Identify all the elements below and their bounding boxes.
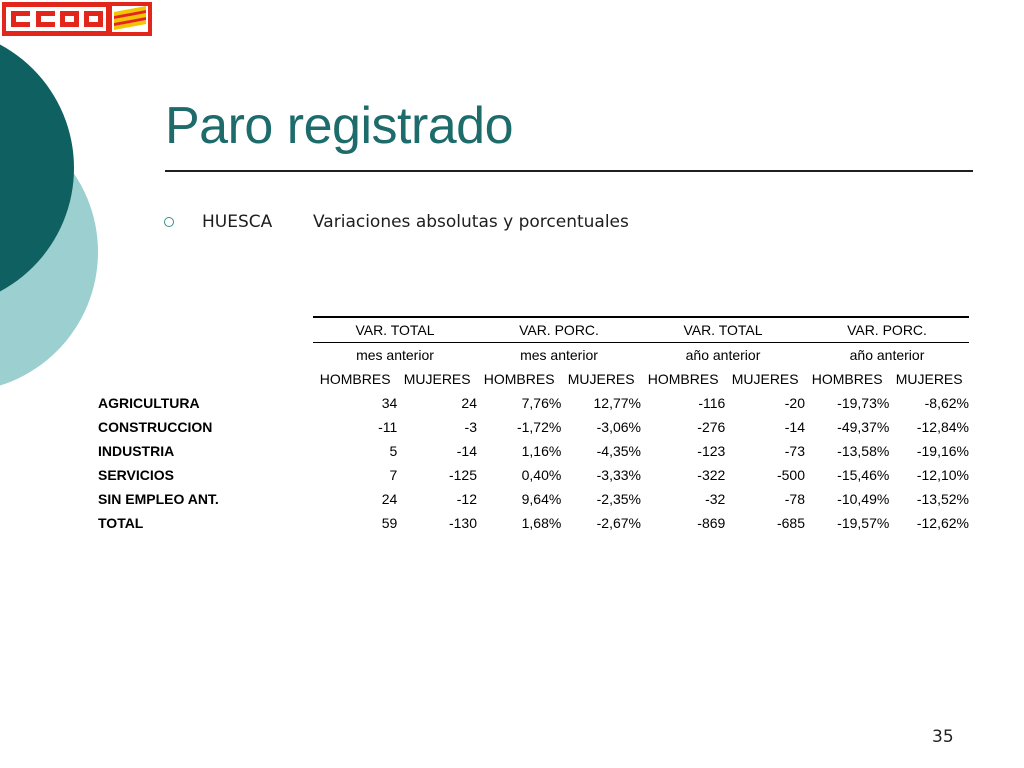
sub-header: mes anterior [356, 347, 434, 363]
table-cell: -869 [697, 515, 726, 531]
table-cell: 1,16% [521, 443, 562, 459]
row-label: SERVICIOS [98, 467, 174, 483]
group-header: VAR. PORC. [805, 317, 969, 343]
column-header-row [98, 367, 969, 391]
table-cell: -3,33% [596, 467, 641, 483]
group-header-row [98, 317, 969, 343]
table-cell: -2,35% [596, 491, 641, 507]
page-number: 35 [932, 727, 954, 747]
unemployment-table [98, 316, 969, 535]
table-cell: -14 [784, 419, 805, 435]
table-cell: -123 [697, 443, 726, 459]
table-row [98, 439, 969, 463]
table-cell: -19,16% [916, 443, 969, 459]
table-cell: 0,40% [521, 467, 562, 483]
table-cell: -2,67% [596, 515, 641, 531]
row-label: SIN EMPLEO ANT. [98, 491, 219, 507]
row-label: TOTAL [98, 515, 144, 531]
table-cell: 7,76% [521, 395, 562, 411]
table-cell: -3,06% [596, 419, 641, 435]
row-label: INDUSTRIA [98, 443, 175, 459]
table-row [98, 487, 969, 511]
table-cell: -10,49% [837, 491, 890, 507]
column-header: HOMBRES [811, 371, 883, 387]
table-cell: -3 [464, 419, 477, 435]
table-cell: 5 [389, 443, 398, 459]
table-cell: 59 [381, 515, 398, 531]
table-cell: -130 [448, 515, 477, 531]
table-cell: -49,37% [837, 419, 890, 435]
table-cell: -276 [697, 419, 726, 435]
table-row [98, 415, 969, 439]
column-header: HOMBRES [483, 371, 555, 387]
table-cell: -8,62% [924, 395, 969, 411]
group-header: VAR. TOTAL [313, 317, 477, 343]
table-row [98, 511, 969, 535]
table-cell: -116 [698, 395, 726, 411]
table-body [98, 391, 969, 535]
row-label: CONSTRUCCION [98, 419, 213, 435]
column-header: MUJERES [895, 371, 963, 387]
group-header: VAR. PORC. [477, 317, 641, 343]
sub-header: mes anterior [520, 347, 598, 363]
table-cell: -1,72% [516, 419, 562, 435]
table-cell: 24 [381, 491, 398, 507]
column-header: MUJERES [731, 371, 799, 387]
column-header: MUJERES [403, 371, 471, 387]
table-cell: -19,57% [837, 515, 890, 531]
row-label: AGRICULTURA [98, 395, 200, 411]
table-cell: -20 [784, 395, 805, 411]
table-cell: 34 [381, 395, 398, 411]
table-cell: -12 [456, 491, 477, 507]
table-cell: -125 [448, 467, 477, 483]
bullet-province: HUESCA [202, 212, 273, 232]
sub-header: año anterior [849, 347, 925, 363]
decorative-circles [0, 0, 110, 420]
table-cell: -11 [378, 419, 398, 435]
bullet-description: Variaciones absolutas y porcentuales [313, 212, 629, 232]
table-cell: -12,84% [916, 419, 969, 435]
table-cell: -12,62% [916, 515, 969, 531]
table-cell: -685 [776, 515, 805, 531]
table-cell: -15,46% [837, 467, 890, 483]
sub-header: año anterior [685, 347, 761, 363]
table-cell: -322 [697, 467, 726, 483]
table-cell: -12,10% [916, 467, 969, 483]
table-cell: -13,58% [837, 443, 890, 459]
table-cell: 24 [461, 395, 477, 411]
bullet-circle-icon [164, 217, 174, 227]
table-cell: -13,52% [916, 491, 969, 507]
table-cell: 12,77% [593, 395, 641, 411]
column-header: HOMBRES [319, 371, 391, 387]
table-cell: -4,35% [596, 443, 641, 459]
slide-title: Paro registrado [165, 97, 514, 155]
table-cell: -78 [784, 491, 805, 507]
group-header: VAR. TOTAL [641, 317, 805, 343]
table-row [98, 391, 969, 415]
sub-header-row [98, 343, 969, 368]
table-cell: -19,73% [837, 395, 890, 411]
ccoo-logo [2, 2, 152, 36]
table-cell: 7 [389, 467, 398, 483]
table-cell: -32 [705, 491, 726, 507]
column-header: HOMBRES [647, 371, 719, 387]
column-header: MUJERES [567, 371, 635, 387]
table-cell: 1,68% [521, 515, 562, 531]
table-cell: -14 [456, 443, 477, 459]
table-cell: -73 [784, 443, 805, 459]
table-row [98, 463, 969, 487]
title-divider [165, 170, 973, 172]
table-cell: 9,64% [521, 491, 562, 507]
table-cell: -500 [776, 467, 805, 483]
